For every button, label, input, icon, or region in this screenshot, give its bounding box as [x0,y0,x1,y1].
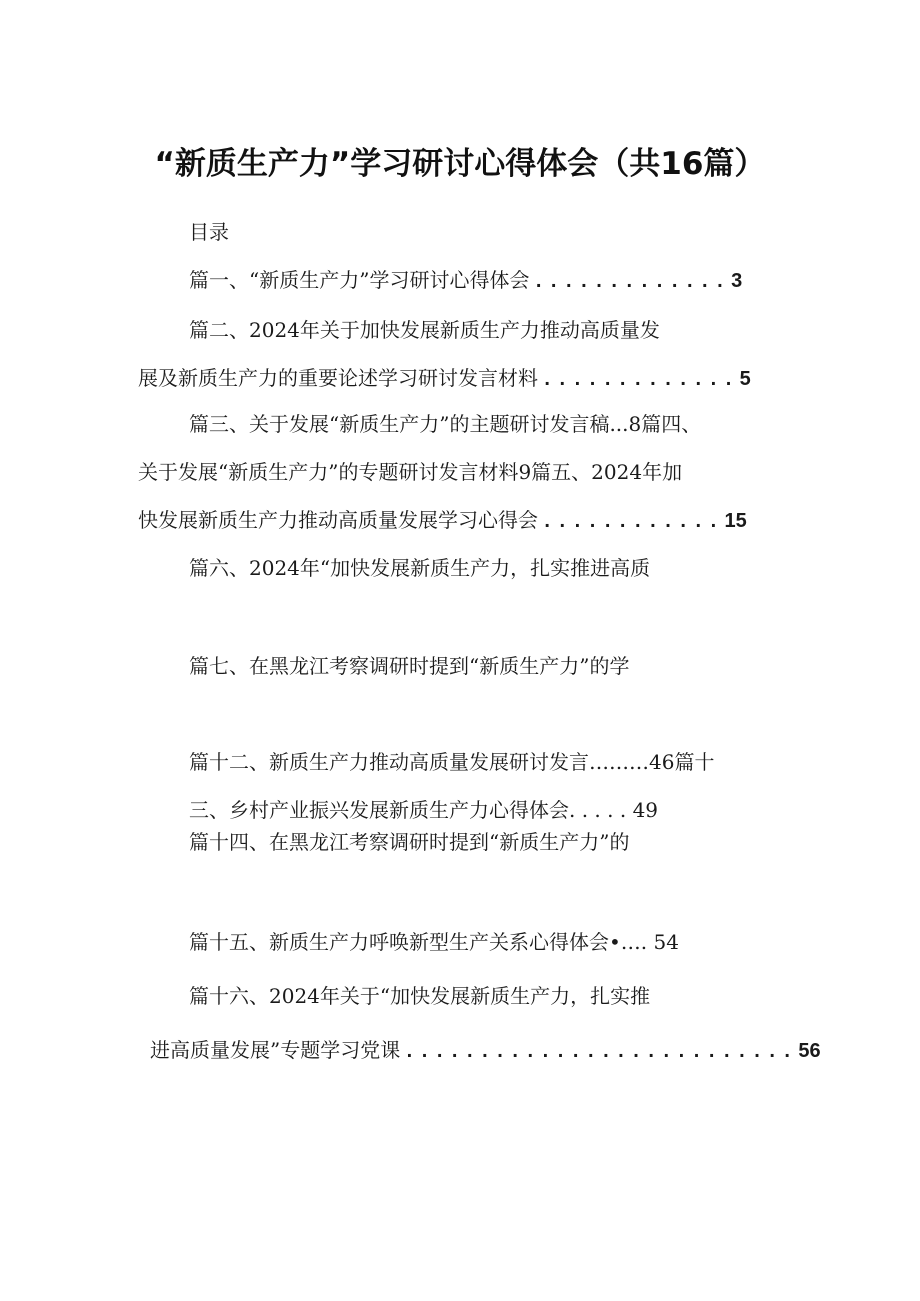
toc-entry-text: 篇七、在黑龙江考察调研时提到“新质生产力”的学 [189,654,630,678]
toc-entry-continuation[interactable] [138,508,747,533]
toc-entry-text: 快发展新质生产力推动高质量发展学习心得会 [138,508,538,532]
toc-entry-dots: . . . . . . . . . . . . . . . . . . . . . . . . . . [406,1040,792,1062]
toc-entry-text: 关于发展“新质生产力”的专题研讨发言材料9篇五、2024年加 [138,460,683,484]
toc-entry-continuation[interactable] [138,366,751,391]
toc-entry-text: 三、乡村产业振兴发展新质生产力心得体会. . . . . 49 [189,798,659,822]
toc-entry-text: 展及新质生产力的重要论述学习研讨发言材料 [138,366,538,390]
toc-entry[interactable] [189,412,701,436]
toc-entry-continuation[interactable] [150,1038,821,1063]
toc-entry[interactable] [189,318,660,342]
toc-entry-text: 篇一、“新质生产力”学习研讨心得体会 [189,268,530,292]
toc-entry[interactable] [189,654,629,678]
toc-entry[interactable] [189,556,650,580]
toc-entry-dots: . . . . . . . . . . . . . [544,368,734,390]
toc-entry-continuation[interactable] [189,798,658,822]
toc-entry-dots: . . . . . . . . . . . . [544,510,719,532]
toc-entry-page: 3 [731,270,743,292]
toc-entry-dots: . . . . . . . . . . . . . [535,270,725,292]
toc-entry[interactable] [189,930,679,954]
toc-entry-text: 篇三、关于发展“新质生产力”的主题研讨发言稿...8篇四、 [189,412,702,436]
toc-heading: 目录 [189,220,229,244]
toc-entry[interactable] [189,830,629,854]
toc-entry[interactable] [189,268,742,293]
toc-entry-text: 篇六、2024年“加快发展新质生产力，扎实推进高质 [189,556,651,580]
toc-entry-text: 篇二、2024年关于加快发展新质生产力推动高质量发 [189,318,660,342]
toc-entry-page: 56 [798,1040,821,1062]
document-title: “新质生产力”学习研讨心得体会（共16篇） [154,146,766,182]
toc-entry[interactable] [189,984,650,1008]
toc-entry-text: 篇十四、在黑龙江考察调研时提到“新质生产力”的 [189,830,630,854]
toc-entry-text: 进高质量发展”专题学习党课 [150,1038,401,1062]
toc-entry-text: 篇十六、2024年关于“加快发展新质生产力，扎实推 [189,984,651,1008]
toc-entry[interactable] [189,750,714,774]
toc-entry-page: 5 [739,368,751,390]
toc-entry-continuation[interactable] [138,460,682,484]
toc-entry-page: 15 [724,510,747,532]
toc-entry-text: 篇十二、新质生产力推动高质量发展研讨发言………46篇十 [189,750,715,774]
toc-entry-text: 篇十五、新质生产力呼唤新型生产关系心得体会•…. 54 [189,930,679,954]
